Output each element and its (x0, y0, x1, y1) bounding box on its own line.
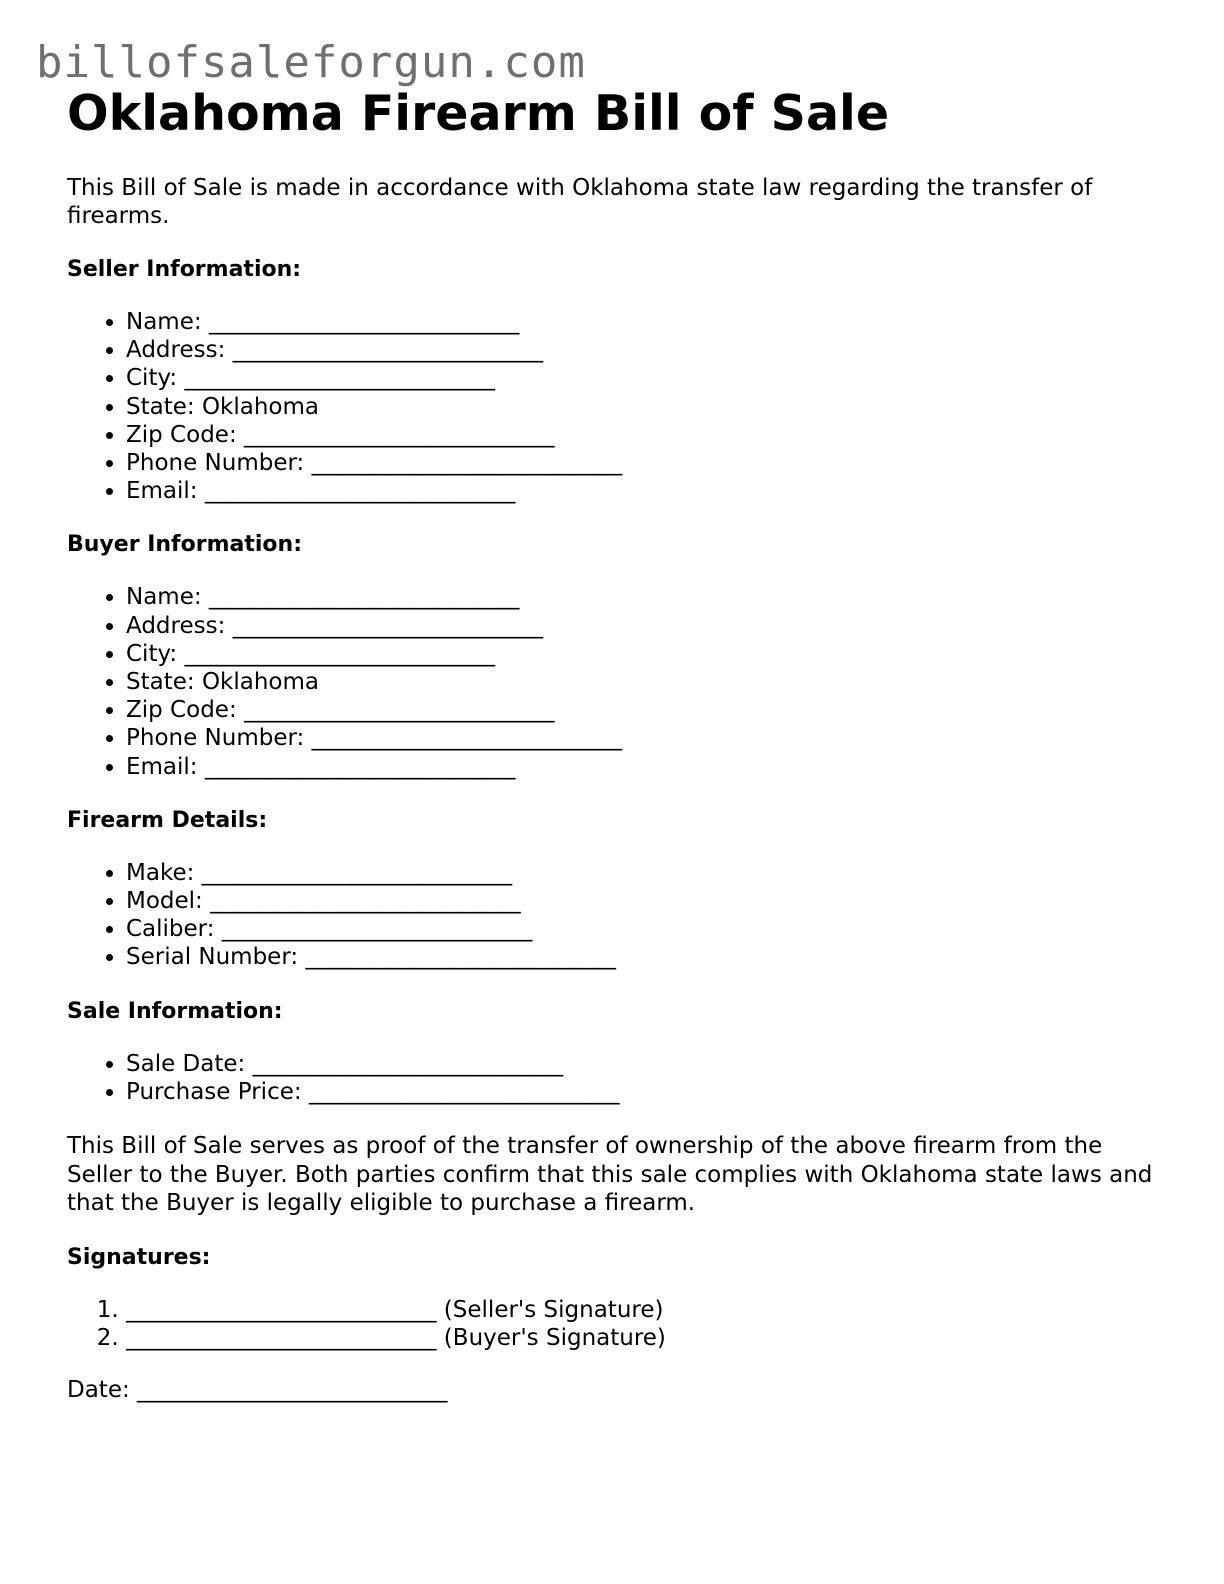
firearm-list (67, 859, 1167, 972)
seller-name-field: • Name: ___________________________ (126, 308, 1167, 336)
buyer-state-field: • State: Oklahoma (126, 668, 1167, 696)
intro-paragraph: This Bill of Sale is made in accordance with Oklahoma state law regarding the transfer of firearms. (67, 175, 1093, 229)
buyer-phone-field: • Phone Number: ___________________________ (126, 724, 1167, 752)
watermark: billofsaleforgun.com (36, 37, 586, 88)
firearm-caliber-field: • Caliber: ___________________________ (126, 915, 1167, 943)
seller-heading: Seller Information: (67, 257, 302, 282)
firearm-serial-field: • Serial Number: ___________________________ (126, 943, 1167, 971)
seller-signature-line: 1. ___________________________ (Seller's Signature) (126, 1296, 1167, 1324)
buyer-zip-field: • Zip Code: ___________________________ (126, 696, 1167, 724)
buyer-address-field: • Address: ___________________________ (126, 612, 1167, 640)
buyer-heading: Buyer Information: (67, 532, 302, 558)
firearm-make-field: • Make: ___________________________ (126, 859, 1167, 887)
signatures-heading: Signatures: (67, 1244, 211, 1270)
sale-date-field: • Sale Date: ___________________________ (126, 1050, 1167, 1078)
buyer-signature-line: 2. ___________________________ (Buyer's Signature) (126, 1324, 1167, 1352)
date-field: Date: ___________________________ (67, 1376, 448, 1403)
seller-city-field: • City: ___________________________ (126, 364, 1167, 392)
document-title: Oklahoma Firearm Bill of Sale (67, 85, 890, 142)
closing-paragraph: This Bill of Sale serves as proof of the transfer of ownership of the above firearm from the Seller to the Buyer. Both parties confirm that this sale complies with Oklahoma state laws and that the Buyer is legally eligible to purchase a firearm. (67, 1133, 1153, 1217)
sale-list (67, 1050, 1167, 1106)
seller-list (67, 308, 1167, 505)
sale-heading: Sale Information: (67, 998, 283, 1024)
document-body (67, 84, 1167, 1404)
buyer-email-field: • Email: ___________________________ (126, 753, 1167, 781)
seller-address-field: • Address: ___________________________ (126, 336, 1167, 364)
signatures-list (67, 1296, 1167, 1352)
seller-email-field: • Email: ___________________________ (126, 477, 1167, 505)
seller-zip-field: • Zip Code: ___________________________ (126, 421, 1167, 449)
firearm-heading: Firearm Details: (67, 807, 268, 833)
seller-state-field: • State: Oklahoma (126, 393, 1167, 421)
buyer-list (67, 583, 1167, 780)
buyer-city-field: • City: ___________________________ (126, 640, 1167, 668)
seller-phone-field: • Phone Number: ___________________________ (126, 449, 1167, 477)
firearm-model-field: • Model: ___________________________ (126, 887, 1167, 915)
buyer-name-field: • Name: ___________________________ (126, 583, 1167, 611)
sale-price-field: • Purchase Price: ___________________________ (126, 1078, 1167, 1106)
